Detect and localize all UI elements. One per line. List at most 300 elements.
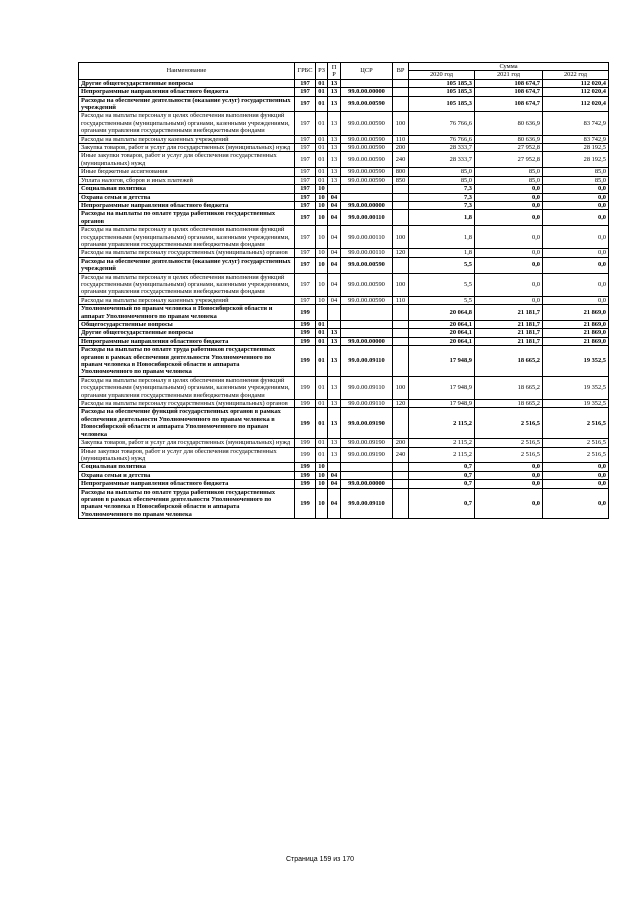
row-sum-2021-cell: 108 674,7 — [475, 88, 543, 96]
table-row — [79, 296, 609, 304]
row-csr-cell — [341, 463, 393, 471]
row-name-cell: Иные закупки товаров, работ и услуг для обеспечения государственных (муниципальных) нужд — [79, 152, 295, 168]
row-sum-2021-cell: 80 636,9 — [475, 112, 543, 135]
row-name-cell: Расходы на обеспечение деятельности (оказание услуг) государственных учреждений — [79, 257, 295, 273]
header-csr: ЦСР — [341, 63, 393, 80]
row-sum-2020-cell: 28 333,7 — [409, 152, 475, 168]
row-sum-2022-cell: 0,0 — [543, 201, 609, 209]
row-vr-cell: 800 — [393, 168, 409, 176]
row-rz-cell: 01 — [316, 79, 328, 87]
row-sum-2022-cell: 83 742,9 — [543, 112, 609, 135]
row-pr-cell: 04 — [328, 273, 341, 296]
row-sum-2021-cell: 21 181,7 — [475, 321, 543, 329]
table-row — [79, 193, 609, 201]
row-sum-2020-cell: 17 948,9 — [409, 376, 475, 399]
row-pr-cell: 13 — [328, 88, 341, 96]
row-sum-2020-cell: 2 115,2 — [409, 408, 475, 439]
header-rz: РЗ — [316, 63, 328, 80]
row-sum-2022-cell: 21 869,0 — [543, 321, 609, 329]
row-sum-2020-cell: 105 185,3 — [409, 88, 475, 96]
row-sum-2022-cell: 0,0 — [543, 257, 609, 273]
row-csr-cell: 99.0.00.00590 — [341, 112, 393, 135]
row-name-cell: Социальная политика — [79, 185, 295, 193]
row-grbs-cell: 197 — [295, 296, 316, 304]
row-pr-cell: 04 — [328, 201, 341, 209]
row-csr-cell: 99.0.00.09190 — [341, 447, 393, 463]
row-name-cell: Непрограммные направления областного бюджета — [79, 201, 295, 209]
row-sum-2021-cell: 0,0 — [475, 257, 543, 273]
table-row — [79, 488, 609, 519]
row-csr-cell: 99.0.00.09190 — [341, 439, 393, 447]
row-grbs-cell: 197 — [295, 112, 316, 135]
row-csr-cell — [341, 471, 393, 479]
row-vr-cell — [393, 257, 409, 273]
row-csr-cell — [341, 79, 393, 87]
row-rz-cell: 01 — [316, 96, 328, 112]
row-pr-cell: 13 — [328, 112, 341, 135]
row-sum-2020-cell: 105 185,3 — [409, 79, 475, 87]
header-sum: Сумма — [409, 63, 609, 71]
row-csr-cell: 99.0.00.00110 — [341, 249, 393, 257]
row-csr-cell: 99.0.00.00000 — [341, 201, 393, 209]
header-pr: ПР — [328, 63, 341, 80]
row-pr-cell: 04 — [328, 471, 341, 479]
row-grbs-cell: 199 — [295, 463, 316, 471]
row-vr-cell — [393, 337, 409, 345]
row-sum-2022-cell: 0,0 — [543, 488, 609, 519]
row-name-cell: Уполномоченный по правам человека в Новосибирской области и аппарат Уполномоченного по правам человека — [79, 305, 295, 321]
row-csr-cell: 99.0.00.00000 — [341, 480, 393, 488]
row-sum-2020-cell: 1,8 — [409, 226, 475, 249]
table-row — [79, 408, 609, 439]
row-csr-cell — [341, 321, 393, 329]
row-vr-cell — [393, 463, 409, 471]
row-pr-cell: 13 — [328, 376, 341, 399]
header-year-2022: 2022 год — [543, 71, 609, 79]
row-name-cell: Расходы на выплаты персоналу в целях обеспечения выполнения функций государственными (муниципальными) органами, казенными учреждениями, органами управления государственными внебюджетными фондами — [79, 112, 295, 135]
table-row — [79, 201, 609, 209]
row-sum-2020-cell: 20 064,8 — [409, 305, 475, 321]
row-rz-cell: 01 — [316, 168, 328, 176]
row-vr-cell: 850 — [393, 176, 409, 184]
row-sum-2022-cell: 19 352,5 — [543, 376, 609, 399]
row-rz-cell: 10 — [316, 185, 328, 193]
row-vr-cell: 240 — [393, 152, 409, 168]
row-grbs-cell: 197 — [295, 135, 316, 143]
row-name-cell: Расходы на выплаты персоналу в целях обеспечения выполнения функций государственными (муниципальными) органами, казенными учреждениями, органами управления государственными внебюджетными фондами — [79, 273, 295, 296]
row-rz-cell: 01 — [316, 135, 328, 143]
row-name-cell: Расходы на обеспечение деятельности (оказание услуг) государственных учреждений — [79, 96, 295, 112]
row-name-cell: Другие общегосударственные вопросы — [79, 79, 295, 87]
row-sum-2022-cell: 0,0 — [543, 471, 609, 479]
row-pr-cell: 13 — [328, 152, 341, 168]
row-sum-2021-cell: 0,0 — [475, 471, 543, 479]
row-name-cell: Социальная политика — [79, 463, 295, 471]
row-sum-2020-cell: 7,3 — [409, 201, 475, 209]
row-pr-cell: 13 — [328, 439, 341, 447]
table-row — [79, 185, 609, 193]
row-grbs-cell: 199 — [295, 480, 316, 488]
row-name-cell: Расходы на обеспечение функций государственных органов в рамках обеспечения деятельности Уполномоченного по правам человека в Новосибирской области и аппарата Уполномоченного по правам человека — [79, 408, 295, 439]
row-pr-cell: 13 — [328, 400, 341, 408]
table-row — [79, 210, 609, 226]
row-rz-cell: 10 — [316, 257, 328, 273]
row-rz-cell: 01 — [316, 346, 328, 377]
row-pr-cell: 13 — [328, 337, 341, 345]
table-row — [79, 305, 609, 321]
row-sum-2020-cell: 2 115,2 — [409, 447, 475, 463]
row-pr-cell: 13 — [328, 96, 341, 112]
row-rz-cell: 10 — [316, 249, 328, 257]
row-grbs-cell: 197 — [295, 176, 316, 184]
row-vr-cell — [393, 201, 409, 209]
row-sum-2020-cell: 0,7 — [409, 471, 475, 479]
row-sum-2022-cell: 21 869,0 — [543, 337, 609, 345]
row-pr-cell — [328, 305, 341, 321]
row-pr-cell: 04 — [328, 480, 341, 488]
table-row — [79, 447, 609, 463]
row-sum-2022-cell: 0,0 — [543, 193, 609, 201]
table-row — [79, 480, 609, 488]
header-name: Наименование — [79, 63, 295, 80]
row-pr-cell: 13 — [328, 176, 341, 184]
header-grbs: ГРБС — [295, 63, 316, 80]
row-sum-2020-cell: 76 766,6 — [409, 135, 475, 143]
row-sum-2021-cell: 0,0 — [475, 193, 543, 201]
header-year-2020: 2020 год — [409, 71, 475, 79]
table-row — [79, 273, 609, 296]
row-csr-cell — [341, 329, 393, 337]
row-grbs-cell: 197 — [295, 88, 316, 96]
row-sum-2022-cell: 21 869,0 — [543, 305, 609, 321]
row-sum-2022-cell: 0,0 — [543, 480, 609, 488]
row-sum-2022-cell: 0,0 — [543, 273, 609, 296]
row-name-cell: Расходы на выплаты по оплате труда работников государственных органов — [79, 210, 295, 226]
row-sum-2020-cell: 17 948,9 — [409, 346, 475, 377]
row-grbs-cell: 197 — [295, 185, 316, 193]
row-sum-2021-cell: 108 674,7 — [475, 96, 543, 112]
row-vr-cell: 120 — [393, 249, 409, 257]
row-sum-2021-cell: 0,0 — [475, 185, 543, 193]
row-rz-cell: 10 — [316, 471, 328, 479]
row-sum-2021-cell: 18 665,2 — [475, 376, 543, 399]
row-sum-2022-cell: 112 020,4 — [543, 96, 609, 112]
table-row — [79, 152, 609, 168]
page-footer: Страница 159 из 170 — [285, 856, 355, 863]
row-pr-cell — [328, 321, 341, 329]
row-vr-cell — [393, 480, 409, 488]
row-name-cell: Закупка товаров, работ и услуг для государственных (муниципальных) нужд — [79, 144, 295, 152]
row-name-cell: Иные бюджетные ассигнования — [79, 168, 295, 176]
row-pr-cell: 04 — [328, 249, 341, 257]
row-sum-2022-cell: 2 516,5 — [543, 408, 609, 439]
row-vr-cell — [393, 185, 409, 193]
row-vr-cell — [393, 471, 409, 479]
row-csr-cell: 99.0.00.00590 — [341, 257, 393, 273]
row-rz-cell: 01 — [316, 447, 328, 463]
row-csr-cell: 99.0.00.00000 — [341, 88, 393, 96]
row-sum-2021-cell: 85,0 — [475, 176, 543, 184]
row-pr-cell: 04 — [328, 226, 341, 249]
row-grbs-cell: 199 — [295, 488, 316, 519]
row-pr-cell: 04 — [328, 257, 341, 273]
table-row — [79, 96, 609, 112]
row-sum-2021-cell: 18 665,2 — [475, 346, 543, 377]
row-sum-2021-cell: 80 636,9 — [475, 135, 543, 143]
row-pr-cell: 13 — [328, 329, 341, 337]
header-vr: ВР — [393, 63, 409, 80]
table-row — [79, 463, 609, 471]
row-sum-2020-cell: 76 766,6 — [409, 112, 475, 135]
row-sum-2022-cell: 0,0 — [543, 210, 609, 226]
row-name-cell: Расходы на выплаты персоналу государственных (муниципальных) органов — [79, 249, 295, 257]
row-rz-cell: 01 — [316, 329, 328, 337]
row-name-cell: Расходы на выплаты персоналу казенных учреждений — [79, 135, 295, 143]
table-row — [79, 144, 609, 152]
row-sum-2021-cell: 0,0 — [475, 210, 543, 226]
row-sum-2022-cell: 0,0 — [543, 185, 609, 193]
row-name-cell: Расходы на выплаты по оплате труда работников государственных органов в рамках обеспечения деятельности Уполномоченного по правам человека в Новосибирской области и аппарата Уполномоченного по правам человека — [79, 346, 295, 377]
table-header — [79, 63, 609, 80]
budget-table — [78, 62, 609, 519]
row-vr-cell: 110 — [393, 135, 409, 143]
table-row — [79, 471, 609, 479]
row-grbs-cell: 197 — [295, 79, 316, 87]
table-row — [79, 257, 609, 273]
row-sum-2020-cell: 0,7 — [409, 488, 475, 519]
row-pr-cell: 13 — [328, 168, 341, 176]
row-name-cell: Иные закупки товаров, работ и услуг для обеспечения государственных (муниципальных) нужд — [79, 447, 295, 463]
row-name-cell: Непрограммные направления областного бюджета — [79, 337, 295, 345]
row-grbs-cell: 199 — [295, 337, 316, 345]
row-pr-cell: 04 — [328, 210, 341, 226]
row-sum-2022-cell: 21 869,0 — [543, 329, 609, 337]
row-sum-2021-cell: 2 516,5 — [475, 439, 543, 447]
row-sum-2022-cell: 2 516,5 — [543, 439, 609, 447]
row-sum-2022-cell: 0,0 — [543, 249, 609, 257]
row-vr-cell — [393, 346, 409, 377]
row-grbs-cell: 199 — [295, 321, 316, 329]
row-sum-2022-cell: 19 352,5 — [543, 400, 609, 408]
row-vr-cell: 100 — [393, 376, 409, 399]
row-rz-cell: 10 — [316, 226, 328, 249]
row-sum-2020-cell: 2 115,2 — [409, 439, 475, 447]
row-vr-cell — [393, 408, 409, 439]
row-sum-2021-cell: 2 516,5 — [475, 447, 543, 463]
row-vr-cell — [393, 96, 409, 112]
row-grbs-cell: 197 — [295, 152, 316, 168]
table-row — [79, 400, 609, 408]
row-rz-cell: 01 — [316, 144, 328, 152]
row-sum-2022-cell: 0,0 — [543, 226, 609, 249]
row-sum-2022-cell: 19 352,5 — [543, 346, 609, 377]
row-grbs-cell: 197 — [295, 144, 316, 152]
row-pr-cell: 13 — [328, 346, 341, 377]
row-rz-cell: 10 — [316, 201, 328, 209]
table-body — [79, 79, 609, 518]
row-rz-cell: 01 — [316, 439, 328, 447]
row-pr-cell — [328, 463, 341, 471]
row-sum-2021-cell: 0,0 — [475, 226, 543, 249]
table-row — [79, 376, 609, 399]
row-rz-cell: 01 — [316, 88, 328, 96]
row-sum-2022-cell: 112 020,4 — [543, 79, 609, 87]
row-grbs-cell: 199 — [295, 408, 316, 439]
row-csr-cell: 99.0.00.09110 — [341, 376, 393, 399]
row-vr-cell — [393, 329, 409, 337]
row-sum-2020-cell: 7,3 — [409, 185, 475, 193]
row-rz-cell — [316, 305, 328, 321]
row-vr-cell — [393, 79, 409, 87]
row-sum-2020-cell: 28 333,7 — [409, 144, 475, 152]
table-row — [79, 88, 609, 96]
row-csr-cell: 99.0.00.00590 — [341, 176, 393, 184]
row-grbs-cell: 197 — [295, 168, 316, 176]
row-pr-cell: 04 — [328, 296, 341, 304]
row-sum-2022-cell: 112 020,4 — [543, 88, 609, 96]
table-row — [79, 439, 609, 447]
row-sum-2020-cell: 85,0 — [409, 168, 475, 176]
row-sum-2020-cell: 0,7 — [409, 463, 475, 471]
row-vr-cell: 240 — [393, 447, 409, 463]
row-sum-2021-cell: 0,0 — [475, 296, 543, 304]
row-pr-cell: 13 — [328, 144, 341, 152]
row-vr-cell: 120 — [393, 400, 409, 408]
row-sum-2020-cell: 20 064,1 — [409, 329, 475, 337]
row-rz-cell: 10 — [316, 488, 328, 519]
row-sum-2022-cell: 83 742,9 — [543, 135, 609, 143]
row-name-cell: Расходы на выплаты персоналу казенных учреждений — [79, 296, 295, 304]
table-row — [79, 176, 609, 184]
row-pr-cell: 13 — [328, 408, 341, 439]
row-name-cell: Расходы на выплаты персоналу в целях обеспечения выполнения функций государственными (муниципальными) органами, казенными учреждениями, органами управления государственными внебюджетными фондами — [79, 376, 295, 399]
table-row — [79, 135, 609, 143]
row-sum-2022-cell: 0,0 — [543, 463, 609, 471]
row-rz-cell: 01 — [316, 152, 328, 168]
row-sum-2021-cell: 21 181,7 — [475, 305, 543, 321]
row-pr-cell: 04 — [328, 488, 341, 519]
row-sum-2020-cell: 105 185,3 — [409, 96, 475, 112]
row-csr-cell: 99.0.00.00110 — [341, 210, 393, 226]
row-sum-2021-cell: 0,0 — [475, 201, 543, 209]
table-row — [79, 329, 609, 337]
row-vr-cell: 100 — [393, 112, 409, 135]
row-sum-2022-cell: 2 516,5 — [543, 447, 609, 463]
row-vr-cell: 100 — [393, 226, 409, 249]
row-grbs-cell: 199 — [295, 376, 316, 399]
row-sum-2022-cell: 85,0 — [543, 176, 609, 184]
row-vr-cell — [393, 210, 409, 226]
row-grbs-cell: 199 — [295, 447, 316, 463]
row-name-cell: Расходы на выплаты персоналу в целях обеспечения выполнения функций государственными (муниципальными) органами, казенными учреждениями, органами управления государственными внебюджетными фондами — [79, 226, 295, 249]
row-vr-cell — [393, 193, 409, 201]
row-rz-cell: 10 — [316, 273, 328, 296]
row-name-cell: Расходы на выплаты персоналу государственных (муниципальных) органов — [79, 400, 295, 408]
row-grbs-cell: 199 — [295, 346, 316, 377]
row-pr-cell: 04 — [328, 193, 341, 201]
row-grbs-cell: 199 — [295, 400, 316, 408]
table-row — [79, 79, 609, 87]
row-sum-2022-cell: 0,0 — [543, 296, 609, 304]
row-sum-2020-cell: 20 064,1 — [409, 321, 475, 329]
row-csr-cell — [341, 185, 393, 193]
row-name-cell: Расходы на выплаты по оплате труда работников государственных органов в рамках обеспечения деятельности Уполномоченного по правам человека в Новосибирской области и аппарата Уполномоченного по правам человека — [79, 488, 295, 519]
row-vr-cell — [393, 321, 409, 329]
row-rz-cell: 01 — [316, 112, 328, 135]
row-sum-2021-cell: 0,0 — [475, 249, 543, 257]
row-csr-cell: 99.0.00.00590 — [341, 96, 393, 112]
row-grbs-cell: 197 — [295, 201, 316, 209]
row-rz-cell: 10 — [316, 296, 328, 304]
row-rz-cell: 10 — [316, 463, 328, 471]
table-row — [79, 226, 609, 249]
row-csr-cell: 99.0.00.00110 — [341, 226, 393, 249]
row-sum-2020-cell: 5,5 — [409, 296, 475, 304]
row-name-cell: Общегосударственные вопросы — [79, 321, 295, 329]
row-sum-2020-cell: 20 064,1 — [409, 337, 475, 345]
row-rz-cell: 01 — [316, 400, 328, 408]
row-vr-cell: 100 — [393, 273, 409, 296]
row-sum-2020-cell: 85,0 — [409, 176, 475, 184]
row-sum-2021-cell: 2 516,5 — [475, 408, 543, 439]
row-vr-cell — [393, 88, 409, 96]
row-sum-2022-cell: 85,0 — [543, 168, 609, 176]
row-vr-cell: 110 — [393, 296, 409, 304]
row-rz-cell: 01 — [316, 176, 328, 184]
row-sum-2021-cell: 27 952,8 — [475, 144, 543, 152]
row-csr-cell: 99.0.00.09110 — [341, 346, 393, 377]
table-row — [79, 112, 609, 135]
row-pr-cell: 13 — [328, 135, 341, 143]
row-rz-cell: 10 — [316, 480, 328, 488]
row-sum-2021-cell: 85,0 — [475, 168, 543, 176]
row-rz-cell: 10 — [316, 210, 328, 226]
table-row — [79, 337, 609, 345]
row-csr-cell: 99.0.00.09190 — [341, 408, 393, 439]
row-sum-2020-cell: 1,8 — [409, 210, 475, 226]
row-grbs-cell: 199 — [295, 329, 316, 337]
row-csr-cell: 99.0.00.00590 — [341, 296, 393, 304]
row-grbs-cell: 197 — [295, 96, 316, 112]
row-csr-cell: 99.0.00.00590 — [341, 135, 393, 143]
row-grbs-cell: 199 — [295, 471, 316, 479]
row-csr-cell: 99.0.00.00000 — [341, 337, 393, 345]
row-csr-cell: 99.0.00.09110 — [341, 400, 393, 408]
row-sum-2021-cell: 0,0 — [475, 488, 543, 519]
row-vr-cell: 200 — [393, 144, 409, 152]
row-sum-2021-cell: 27 952,8 — [475, 152, 543, 168]
row-rz-cell: 10 — [316, 193, 328, 201]
row-grbs-cell: 197 — [295, 226, 316, 249]
row-name-cell: Непрограммные направления областного бюджета — [79, 88, 295, 96]
row-sum-2020-cell: 17 948,9 — [409, 400, 475, 408]
row-name-cell: Другие общегосударственные вопросы — [79, 329, 295, 337]
row-sum-2022-cell: 28 192,5 — [543, 144, 609, 152]
row-grbs-cell: 197 — [295, 210, 316, 226]
row-sum-2021-cell: 0,0 — [475, 480, 543, 488]
row-sum-2020-cell: 0,7 — [409, 480, 475, 488]
row-grbs-cell: 197 — [295, 273, 316, 296]
row-sum-2021-cell: 18 665,2 — [475, 400, 543, 408]
row-sum-2021-cell: 0,0 — [475, 273, 543, 296]
row-sum-2020-cell: 1,8 — [409, 249, 475, 257]
row-sum-2022-cell: 28 192,5 — [543, 152, 609, 168]
row-name-cell: Охрана семьи и детства — [79, 471, 295, 479]
row-sum-2020-cell: 5,5 — [409, 257, 475, 273]
row-csr-cell: 99.0.00.00590 — [341, 144, 393, 152]
row-csr-cell: 99.0.00.00590 — [341, 273, 393, 296]
row-sum-2021-cell: 21 181,7 — [475, 337, 543, 345]
